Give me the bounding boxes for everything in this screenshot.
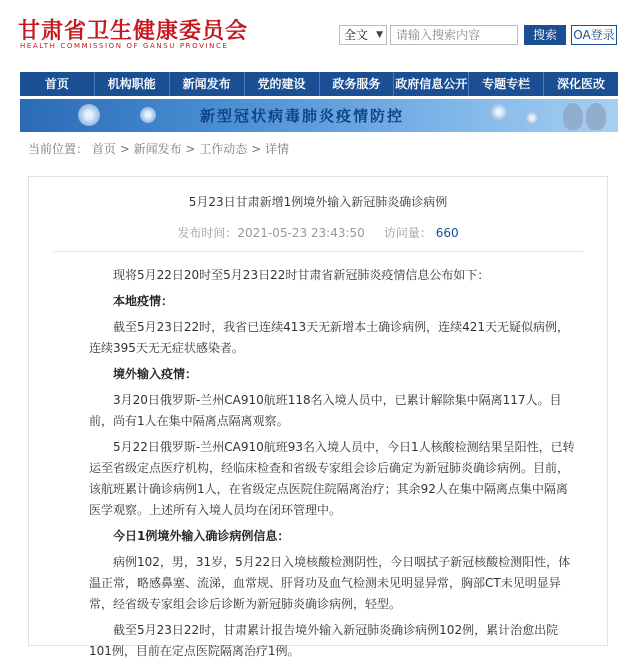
article-panel bbox=[28, 176, 608, 658]
nav-item-reform[interactable]: 深化医改 bbox=[557, 77, 606, 91]
covid-banner[interactable] bbox=[20, 99, 618, 132]
publish-time: 2021-05-23 23:43:50 bbox=[237, 226, 365, 240]
site-logo-title[interactable]: 甘肃省卫生健康委员会 bbox=[18, 18, 249, 44]
search-scope-select[interactable] bbox=[339, 25, 387, 45]
nav-item-disclosure[interactable]: 政府信息公开 bbox=[394, 72, 469, 96]
nav-item-home[interactable]: 首页 bbox=[20, 72, 95, 96]
nav-item-services[interactable]: 政务服务 bbox=[320, 72, 395, 96]
article-content bbox=[89, 265, 577, 667]
virus-icon bbox=[490, 103, 508, 121]
nav-item-institution[interactable]: 机构职能 bbox=[95, 72, 170, 96]
article-title: 5月23日甘肃新增1例境外输入新冠肺炎确诊病例 bbox=[188, 195, 448, 209]
site-header bbox=[0, 0, 637, 66]
virus-icon bbox=[78, 104, 100, 126]
article-section-heading: 本地疫情： bbox=[113, 294, 174, 308]
search-button[interactable]: 搜索 bbox=[524, 25, 566, 45]
oa-login-button[interactable]: OA登录 bbox=[571, 25, 617, 45]
breadcrumb-work[interactable]: 工作动态 bbox=[199, 142, 248, 156]
breadcrumb-separator: > bbox=[119, 142, 134, 156]
breadcrumb-separator: > bbox=[251, 142, 265, 156]
breadcrumb-prefix: 当前位置： bbox=[28, 142, 89, 156]
breadcrumb-separator: > bbox=[185, 142, 200, 156]
nav-item-topics[interactable]: 专题专栏 bbox=[469, 72, 544, 96]
breadcrumb-news[interactable]: 新闻发布 bbox=[133, 142, 182, 156]
views-label: 访问量： bbox=[383, 226, 432, 240]
nav-item-party[interactable]: 党的建设 bbox=[245, 72, 320, 96]
article-paragraph: 5月22日俄罗斯-兰州CA910航班93名入境人员中，今日1人核酸检测结果呈阳性，已转运至省级定点医疗机构，经临床检查和省级专家组会诊后确定为新冠肺炎确诊病例。目前，该航班累计确诊病例1人，在省级定点医院住院隔离治疗；其余92人在集中隔离点集中隔离医学观察。上述所有入境人员均在闭环管理中。 bbox=[89, 440, 575, 517]
article-paragraph: 3月20日俄罗斯-兰州CA910航班118名入境人员中，已累计解除集中隔离117人。目前，尚有1人在集中隔离点隔离观察。 bbox=[89, 393, 562, 428]
article-paragraph: 现将5月22日20时至5月23日22时甘肃省新冠肺炎疫情信息公布如下： bbox=[113, 268, 490, 282]
search-input[interactable] bbox=[390, 25, 518, 45]
lung-icon bbox=[560, 101, 610, 131]
nav-item-news[interactable]: 新闻发布 bbox=[170, 72, 245, 96]
publish-label: 发布时间： bbox=[177, 226, 238, 240]
banner-title: 新型冠状病毒肺炎疫情防控 bbox=[200, 107, 405, 125]
site-logo-subtitle: HEALTH COMMISSION OF GANSU PROVINCE bbox=[20, 42, 229, 50]
breadcrumb bbox=[28, 140, 618, 156]
chevron-down-icon: ▼ bbox=[376, 30, 383, 40]
article-paragraph: 截至5月23日22时，甘肃累计报告境外输入新冠肺炎确诊病例102例，累计治愈出院101例，目前在定点医院隔离治疗1例。 bbox=[89, 623, 559, 658]
article-section-heading: 今日1例境外输入确诊病例信息： bbox=[113, 529, 290, 543]
article-meta bbox=[29, 224, 607, 241]
article-section-heading: 境外输入疫情： bbox=[113, 367, 198, 381]
virus-icon bbox=[525, 111, 539, 125]
divider bbox=[53, 251, 583, 252]
views-count: 660 bbox=[435, 226, 459, 240]
virus-icon bbox=[140, 107, 156, 123]
breadcrumb-home[interactable]: 首页 bbox=[91, 142, 116, 156]
article-paragraph: 病例102，男，31岁，5月22日入境核酸检测阴性，今日咽拭子新冠核酸检测阳性，体温正常，略感鼻塞、流涕，血常规、肝肾功及血气检测未见明显异常，胸部CT未见明显异常，经省级专家组会诊后诊断为新冠肺炎确诊病例，轻型。 bbox=[89, 555, 571, 611]
breadcrumb-current: 详情 bbox=[265, 142, 290, 156]
search-scope-value: 全文 bbox=[344, 28, 369, 42]
main-nav bbox=[20, 72, 618, 96]
article-paragraph: 截至5月23日22时，我省已连续413天无新增本土确诊病例，连续421天无疑似病例，连续395天无无症状感染者。 bbox=[89, 320, 569, 355]
